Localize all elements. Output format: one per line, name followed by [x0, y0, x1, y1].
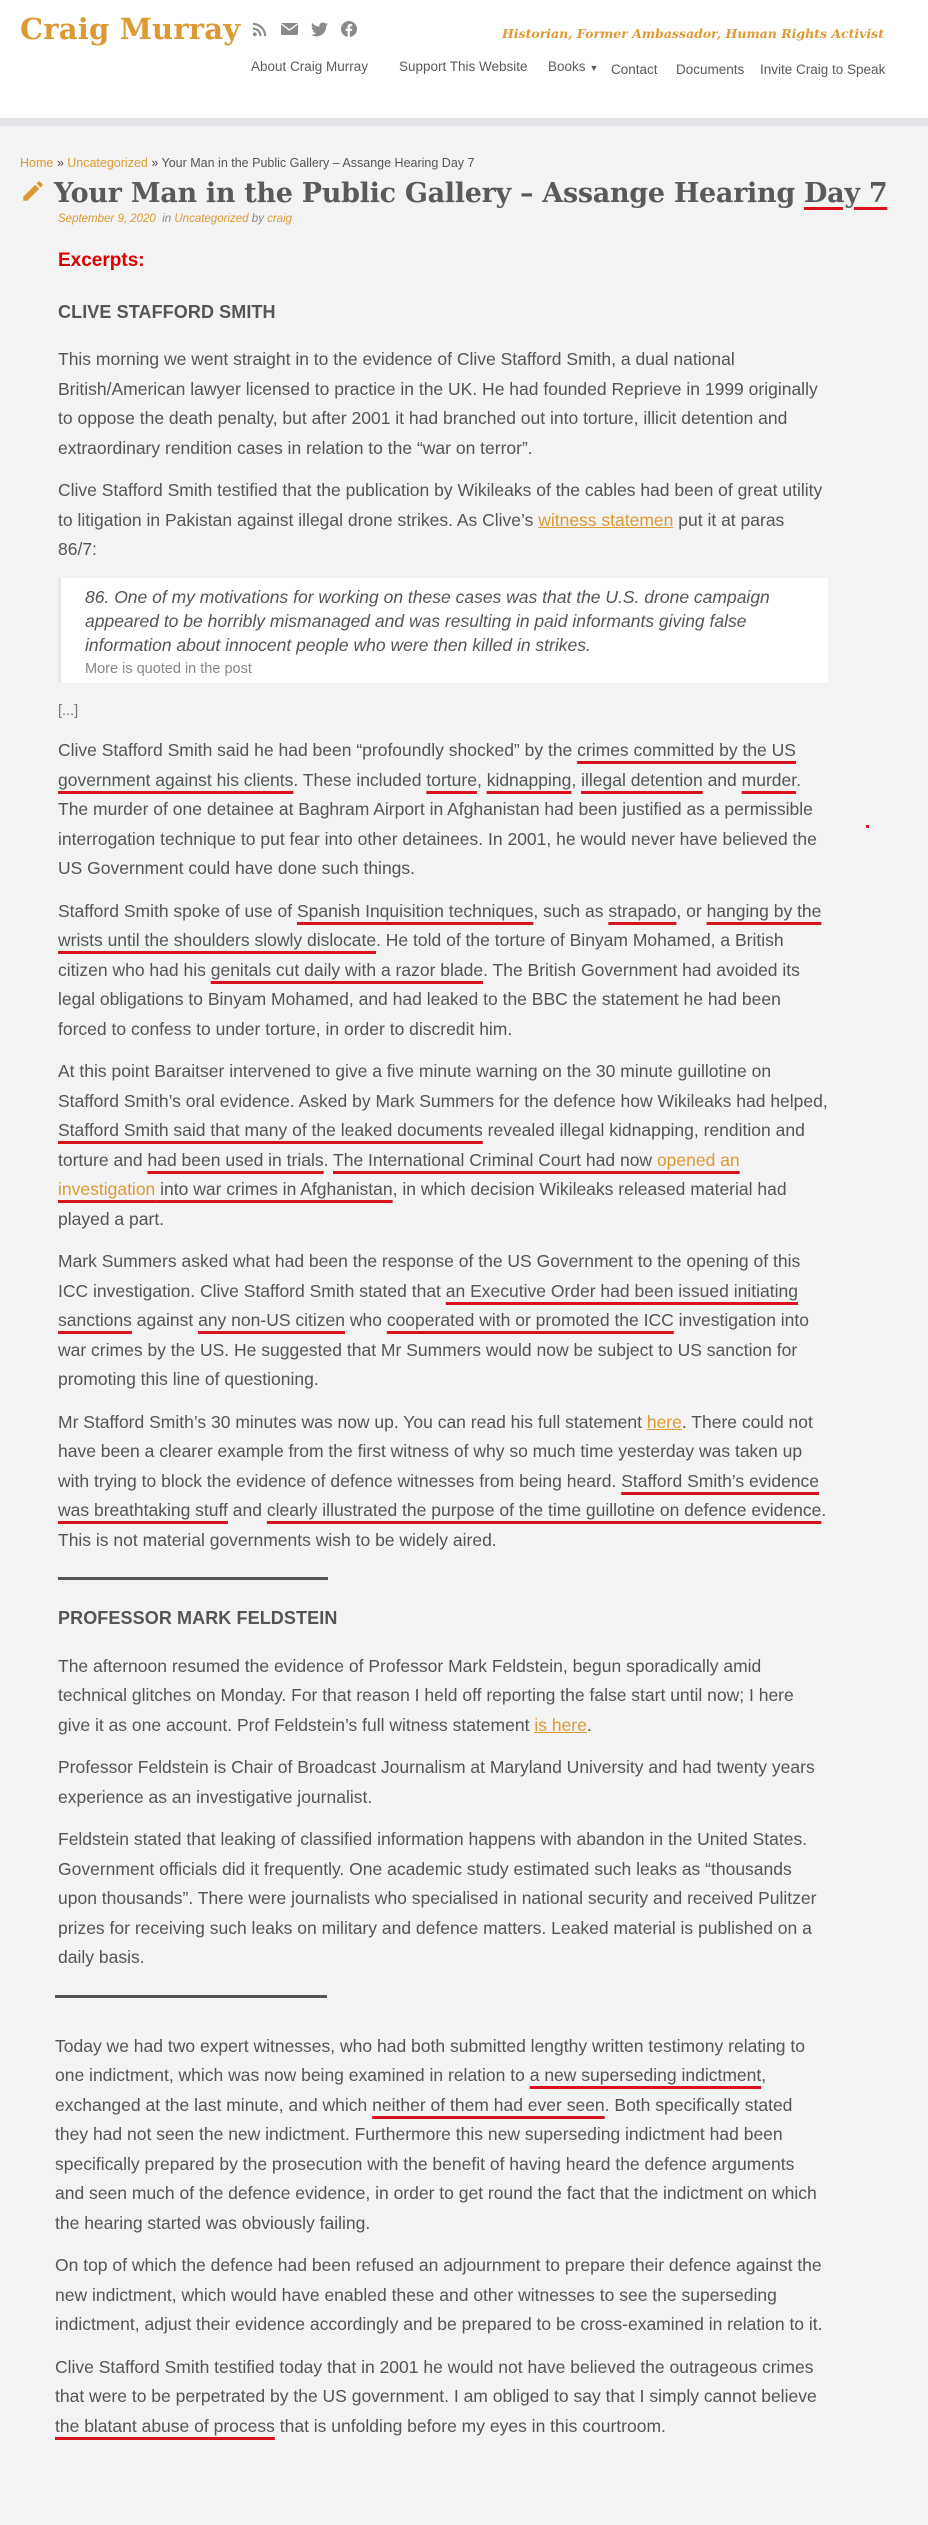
- rss-icon[interactable]: [250, 20, 268, 38]
- chevron-down-icon: ▼: [589, 63, 599, 73]
- highlight: an Executive Order had been issued initiating sanctions: [58, 1280, 798, 1330]
- highlight: had been used in trials: [147, 1149, 324, 1170]
- text: and: [227, 1500, 267, 1520]
- nav-invite[interactable]: Invite Craig to Speak: [760, 62, 886, 77]
- highlight: genitals cut daily with a razor blade: [210, 959, 484, 980]
- text: investigation into war crimes by the US. He suggested that Mr Summers would now be subject to US sanction for promoting this line of questioning.: [58, 1310, 810, 1389]
- nav-contact[interactable]: Contact: [611, 62, 658, 77]
- text: Today we had two expert witnesses, who had both submitted lengthy written testimony relating to one indictment, which was now being examined in relation to: [55, 2035, 805, 2085]
- meta-in: in: [162, 213, 172, 225]
- highlight: Stafford Smith’s evidence was breathtaking stuff: [58, 1470, 820, 1520]
- paragraph: [58, 897, 828, 1045]
- nav-about[interactable]: About Craig Murray: [251, 59, 369, 74]
- post-title-row: [20, 178, 887, 209]
- post-date[interactable]: September 9, 2020: [58, 213, 156, 225]
- post-title: [54, 178, 887, 209]
- text: who: [344, 1310, 387, 1330]
- site-logo[interactable]: Craig Murray: [20, 12, 241, 46]
- text: revealed illegal kidnapping, rendition and torture and: [58, 1120, 805, 1170]
- highlight: any non-US citizen: [198, 1310, 345, 1330]
- highlight: the blatant abuse of process: [55, 2415, 275, 2436]
- highlight: hanging by the wrists until the shoulders slowly dislocate: [58, 900, 822, 950]
- ellipsis: [...]: [58, 702, 79, 719]
- text: At this point Baraitser intervened to give a five minute warning on the 30 minute guillotine on Stafford Smith’s oral evidence. Asked by Mark Summers for the defence how Wikileaks had helped,: [58, 1061, 828, 1111]
- quote-more-note: More is quoted in the post: [85, 660, 252, 677]
- text: . There could not have been a clearer example from the first witness of why so much time yesterday was taken up with trying to block the evidence of defence witnesses from being heard.: [58, 1411, 813, 1491]
- post-title-day: Day 7: [804, 178, 888, 209]
- envelope-icon[interactable]: [280, 20, 298, 38]
- text: , or: [676, 900, 707, 921]
- highlight: Stafford Smith said that many of the leaked documents: [58, 1120, 483, 1140]
- paragraph: This morning we went straight in to the evidence of Clive Stafford Smith, a dual national British/American lawyer licensed to practice in the UK. He had founded Reprieve in 1999 originally to oppose the death penalty, but after 2001 it had branched out into torture, illicit detention and extraordinary rendition cases in relation to the “war on terror”.: [58, 349, 818, 458]
- header-divider: [0, 118, 928, 126]
- text: Mark Summers asked what had been the response of the US Government to the opening of this ICC investigation. Clive Stafford Smith stated that: [58, 1251, 801, 1301]
- text: , in which decision Wikileaks released material had played a part.: [58, 1179, 787, 1229]
- paragraph: [58, 1652, 828, 1741]
- breadcrumb-category[interactable]: Uncategorized: [67, 156, 148, 170]
- text: Stafford Smith spoke of use of: [58, 900, 297, 921]
- text: The afternoon resumed the evidence of Professor Mark Feldstein, begun sporadically amid technical glitches on Monday. For that reason I held off reporting the false start until now; I here give it as one account. Prof Feldstein’s full witness statement: [58, 1655, 794, 1735]
- section-heading: PROFESSOR MARK FELDSTEIN: [58, 1608, 338, 1628]
- text: that is unfolding before my eyes in this courtroom.: [274, 2415, 666, 2436]
- pencil-icon: [20, 178, 46, 209]
- text: ,: [476, 769, 487, 790]
- icc-investigation-link[interactable]: opened an investigation: [58, 1149, 740, 1199]
- highlight: illegal detention: [581, 769, 703, 790]
- text: Clive Stafford Smith said he had been “profoundly shocked” by the: [58, 740, 578, 760]
- text: . The British Government had avoided its legal obligations to Binyam Mohamed, and had leaked to the BBC the statement he had been forced to confess to under torture, in order to discredit him.: [58, 959, 800, 1039]
- post-title-main: Your Man in the Public Gallery – Assange Hearing: [54, 178, 805, 209]
- highlight: murder: [741, 769, 797, 790]
- text: . This is not material governments wish to be widely aired.: [58, 1500, 827, 1550]
- stray-mark: [866, 825, 869, 828]
- highlight: strapado: [608, 900, 677, 921]
- quote-text: 86. One of my motivations for working on these cases was that the U.S. drone campaign appeared to be horribly mismanaged and was resulting in paid informants giving false information about innocent people who were then killed in strikes.: [85, 586, 770, 655]
- feldstein-statement-link[interactable]: is here: [534, 1714, 587, 1735]
- breadcrumb-sep: »: [147, 156, 162, 170]
- text: , exchanged at the last minute, and which: [55, 2065, 767, 2115]
- text: , such as: [533, 900, 609, 921]
- highlight: Spanish Inquisition techniques: [296, 900, 534, 921]
- highlight: into war crimes in Afghanistan: [155, 1179, 393, 1199]
- text: put it at paras 86/7:: [58, 509, 785, 559]
- highlight: clearly illustrated the purpose of the time guillotine on defence evidence: [266, 1500, 822, 1520]
- post-meta: [58, 213, 292, 225]
- site-header: [0, 0, 928, 118]
- paragraph: On top of which the defence had been refused an adjournment to prepare their defence against the new indictment, which would have enabled these and other witnesses to see the superseding indictment, adjust their evidence accordingly and be prepared to be cross-examined in relation to it.: [55, 2255, 823, 2334]
- text: ,: [571, 769, 582, 790]
- text: . The murder of one detainee at Baghram Airport in Afghanistan had been justified as a permissible interrogation technique to put fear into other detainees. In 2001, he would never have believed the US Government could have done such things.: [58, 769, 817, 878]
- paragraph: [58, 1247, 828, 1395]
- text: against: [131, 1310, 199, 1330]
- text: and: [702, 769, 742, 790]
- meta-by: by: [251, 213, 264, 225]
- text: Clive Stafford Smith testified today that in 2001 he would not have believed the outrageous crimes that were to be perpetrated by the US government. I am obliged to say that I simply cannot believe: [55, 2356, 817, 2406]
- full-statement-link[interactable]: here: [646, 1411, 682, 1432]
- facebook-icon[interactable]: [340, 20, 358, 38]
- blockquote: [58, 578, 828, 683]
- text: .: [323, 1149, 334, 1170]
- paragraph: [58, 1057, 828, 1234]
- highlight: crimes committed by the US government against his clients: [58, 740, 796, 790]
- text: .: [586, 1714, 592, 1735]
- post-body: [55, 246, 828, 2454]
- highlight: kidnapping: [486, 769, 572, 790]
- nav-books[interactable]: [548, 59, 598, 74]
- paragraph: Professor Feldstein is Chair of Broadcast Journalism at Maryland University and had twenty years experience as an investigative journalist.: [58, 1757, 815, 1807]
- highlight: torture: [426, 769, 477, 790]
- breadcrumb: [20, 156, 474, 170]
- nav-books-label: Books: [548, 59, 586, 74]
- witness-statement-link[interactable]: witness statemen: [538, 509, 674, 530]
- text: Clive Stafford Smith testified that the publication by Wikileaks of the cables had been of great utility to litigation in Pakistan against illegal drone strikes. As Clive’s: [58, 480, 823, 530]
- site-tagline: Historian, Former Ambassador, Human Rights Activist: [501, 26, 884, 41]
- post-author[interactable]: craig: [267, 213, 293, 225]
- social-links: [250, 20, 358, 38]
- highlight: a new superseding indictment: [529, 2065, 762, 2085]
- highlight: cooperated with or promoted the ICC: [386, 1310, 674, 1330]
- paragraph: [58, 1408, 828, 1556]
- breadcrumb-home[interactable]: Home: [20, 156, 54, 170]
- excerpts-heading: Excerpts:: [58, 250, 145, 271]
- paragraph: [55, 2032, 828, 2239]
- nav-support[interactable]: Support This Website: [399, 59, 528, 74]
- paragraph: [55, 2353, 828, 2442]
- text: Mr Stafford Smith’s 30 minutes was now up. You can read his full statement: [58, 1411, 647, 1432]
- paragraph: [58, 736, 828, 884]
- breadcrumb-current: Your Man in the Public Gallery – Assange Hearing Day 7: [161, 156, 475, 170]
- text: . He told of the torture of Binyam Mohamed, a British citizen who had his: [58, 930, 784, 980]
- highlight: neither of them had ever seen: [372, 2094, 605, 2115]
- paragraph: Feldstein stated that leaking of classified information happens with abandon in the United States. Government officials did it frequently. One academic study estimated such leaks as “thousands upon thousands”. There were journalists who specialised in national security and received Pulitzer prizes for receiving such leaks on military and defence matters. Leaked material is published on a daily basis.: [58, 1829, 817, 1967]
- twitter-icon[interactable]: [310, 20, 328, 38]
- text: . These included: [293, 769, 427, 790]
- section-heading: CLIVE STAFFORD SMITH: [58, 301, 276, 322]
- divider: [58, 1577, 328, 1580]
- breadcrumb-sep: »: [53, 156, 68, 170]
- divider: [55, 1995, 327, 1998]
- text: . Both specifically stated they had not seen the new indictment. Furthermore this new superseding indictment had been specifically prepared by the prosecution with the benefit of having heard the defence arguments and seen much of the defence evidence, in order to get round the fact that the indictment on which the hearing started was obviously failing.: [55, 2094, 817, 2233]
- post-category[interactable]: Uncategorized: [174, 213, 249, 225]
- paragraph: [58, 476, 828, 565]
- nav-documents[interactable]: Documents: [676, 62, 745, 77]
- highlight: The International Criminal Court had now: [333, 1149, 657, 1170]
